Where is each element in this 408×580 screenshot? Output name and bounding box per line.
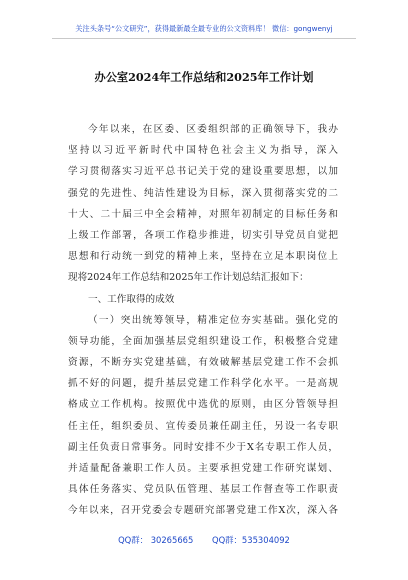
header-divider xyxy=(52,38,356,39)
document-title: 办公室2024年工作总结和2025年工作计划 xyxy=(94,70,314,84)
footer-qq-group-2: QQ群：535304092 xyxy=(212,535,290,545)
body-line: 资源，不断夯实党建基础，有效破解基层党建工作不会抓 xyxy=(68,357,338,369)
footer xyxy=(0,534,408,546)
body-line: 今年以来，召开党委会专题研究部署党建工作X次，深入各 xyxy=(68,505,338,517)
body-line: 坚持以习近平新时代中国特色社会主义为指导，深入 xyxy=(68,145,338,157)
body-line: 强党的先进性、纯洁性建设为目标，深入贯彻落实党的二 xyxy=(68,187,338,199)
body-line: 今年以来，在区委、区委组织部的正确领导下，我办 xyxy=(88,124,338,135)
body-line: 副主任负责日常事务。同时安排不少于X名专职工作人员， xyxy=(68,441,338,453)
body-line: （一）突出统筹领导，精准定位夯实基础。强化党的 xyxy=(88,314,338,326)
section-heading: 一、工作取得的成效 xyxy=(88,293,175,305)
body-line: 任主任，组织委员、宣传委员兼任副主任，另设一名专职 xyxy=(68,420,338,432)
body-line: 上级工作部署，各项工作稳步推进，切实引导党员自觉把 xyxy=(68,229,338,241)
body-line: 学习贯彻落实习近平总书记关于党的建设重要思想，以加 xyxy=(68,166,338,178)
body-line: 格成立工作机构。按照优中选优的原则，由区分管领导担 xyxy=(68,399,338,411)
body-line: 并适量配备兼职工作人员。主要承担党建工作研究谋划、 xyxy=(68,463,338,474)
body-line: 抓不好的问题，提升基层党建工作科学化水平。一是高规 xyxy=(68,378,338,390)
body-line: 领导功能，全面加强基层党组织建设工作，积极整合党建 xyxy=(68,335,338,347)
body-line: 十大、二十届三中全会精神，对照年初制定的目标任务和 xyxy=(68,208,338,220)
footer-qq-group-1: QQ群： 30265665 xyxy=(118,535,194,545)
document-body xyxy=(68,119,338,522)
body-line: 现将2024年工作总结和2025年工作计划总结汇报如下： xyxy=(68,272,309,284)
body-line: 具体任务落实、党员队伍管理、基层工作督查等工作职责 xyxy=(68,484,338,496)
body-line: 思想和行动统一到党的精神上来，坚持在立足本职岗位上 xyxy=(68,251,338,263)
header-banner: 关注头条号“公文研究”，获得最新最全最专业的公文资料库！ 微信：gongwenyj xyxy=(75,24,333,33)
